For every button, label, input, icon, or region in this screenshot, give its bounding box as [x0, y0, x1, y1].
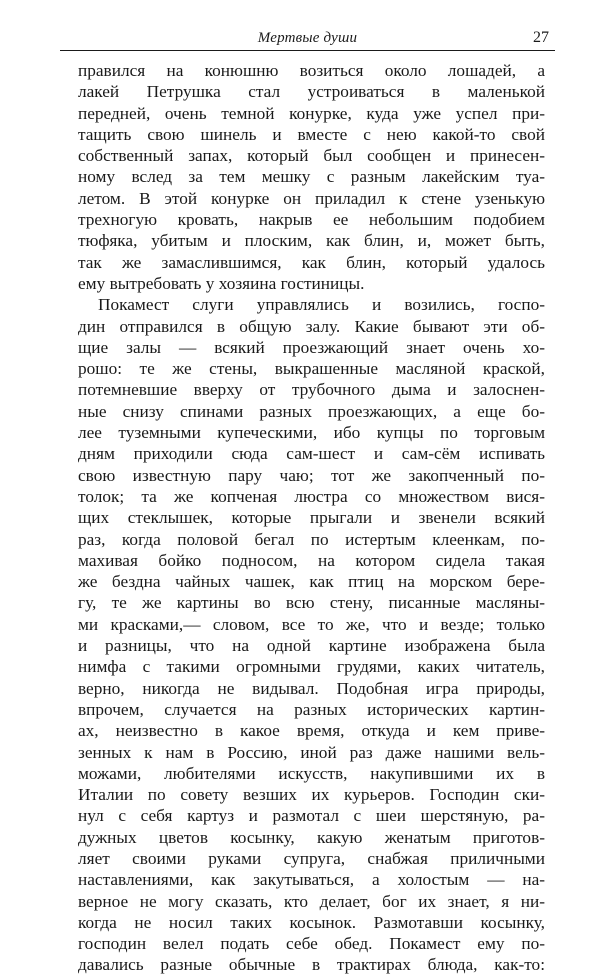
- text-line: летом. В этой конурке он приладил к стене узенькую: [78, 188, 545, 208]
- text-line: ному вслед за тем мешку с разным лакейским туа-: [78, 167, 545, 187]
- text-line: ные снизу спинами разных проезжающих, а еще бо-: [78, 401, 545, 421]
- text-line: передней, очень темной конурке, куда уже успел при-: [78, 103, 545, 123]
- text-line: ему вытребовать у хозяина гостиницы.: [78, 273, 365, 293]
- page-number: 27: [533, 29, 549, 46]
- paragraph: [78, 294, 545, 976]
- text-line: толок; та же копченая люстра со множеством вися-: [78, 486, 545, 506]
- text-line: лее туземными купеческими, ибо купцы по торговым: [78, 423, 545, 443]
- text-line: господин велел подать себе обед. Покамест ему по-: [78, 934, 545, 954]
- text-line: тюфяка, убитым и плоским, как блин, и, может быть,: [78, 231, 545, 251]
- text-line: верное не могу сказать, кто делает, бог их знает, я ни-: [78, 891, 545, 911]
- text-line: Италии по совету везших их курьеров. Господин ски-: [78, 785, 545, 805]
- paragraph: [78, 60, 545, 294]
- text-line: собственный запах, который был сообщен и принесен-: [78, 146, 545, 166]
- text-line: щие залы — всякий проезжающий знает очень хо-: [78, 337, 545, 357]
- text-line: гу, те же картины во всю стену, писанные масляны-: [78, 593, 545, 613]
- text-line: ми красками,— словом, все то же, что и везде; только: [78, 614, 545, 634]
- text-line: трехногую кровать, накрыв ее небольшим подобием: [78, 210, 545, 230]
- running-title: Мертвые души: [257, 30, 358, 46]
- text-line: ах, неизвестно в какое время, откуда и кем приве-: [78, 721, 545, 741]
- running-header: [60, 28, 555, 51]
- text-line: верно, никогда не видывал. Подобная игра природы,: [78, 678, 545, 698]
- text-line: дин отправился в общую залу. Какие бывают эти об-: [78, 316, 545, 336]
- text-line: зенных к нам в Россию, иной раз даже нашими вель-: [78, 742, 545, 762]
- text-line: наставлениями, как закутываться, а холостым — на-: [78, 870, 545, 890]
- text-line: и разницы, что на одной картине изображена была: [78, 636, 545, 656]
- text-line: ляет своими руками супруга, снабжая приличными: [78, 848, 545, 868]
- text-line: раз, когда половой бегал по истертым клеенкам, по-: [78, 529, 545, 549]
- text-line: когда не носил таких косынок. Размотавши косынку,: [78, 912, 545, 932]
- text-line: нул с себя картуз и размотал с шеи шерстяную, ра-: [78, 806, 545, 826]
- text-line: лакей Петрушка стал устроиваться в маленькой: [78, 82, 545, 102]
- text-line: правился на конюшню возиться около лошадей, а: [78, 61, 545, 80]
- text-line: нимфа с такими огромными грудями, каких читатель,: [78, 657, 545, 677]
- text-line: свою известную пару чаю; тот же закопченный по-: [78, 465, 545, 485]
- text-line: тащить свою шинель и вместе с нею какой-то свой: [78, 124, 545, 144]
- body-text: [78, 60, 545, 976]
- text-line: потемневшие вверху от трубочного дыма и залоснен-: [78, 380, 545, 400]
- text-line: Покамест слуги управлялись и возились, госпо-: [98, 295, 545, 315]
- text-line: же бездна чайных чашек, как птиц на морском бере-: [78, 572, 545, 592]
- text-line: махивая бойко подносом, на котором сидела такая: [78, 550, 545, 570]
- text-line: можами, любителями искусств, накупившими их в: [78, 763, 545, 783]
- text-line: щих стеклышек, которые прыгали и звенели всякий: [78, 508, 545, 528]
- text-line: давались разные обычные в трактирах блюда, как-то:: [78, 955, 545, 975]
- text-line: впрочем, случается на разных исторических картин-: [78, 699, 545, 719]
- text-line: так же замаслившимся, как блин, который удалось: [78, 252, 545, 272]
- text-line: дням приходили сюда сам-шест и сам-сём испивать: [78, 444, 545, 464]
- text-line: рошо: те же стены, выкрашенные масляной краской,: [78, 359, 545, 379]
- text-line: дужных цветов косынку, какую женатым приготов-: [78, 827, 545, 847]
